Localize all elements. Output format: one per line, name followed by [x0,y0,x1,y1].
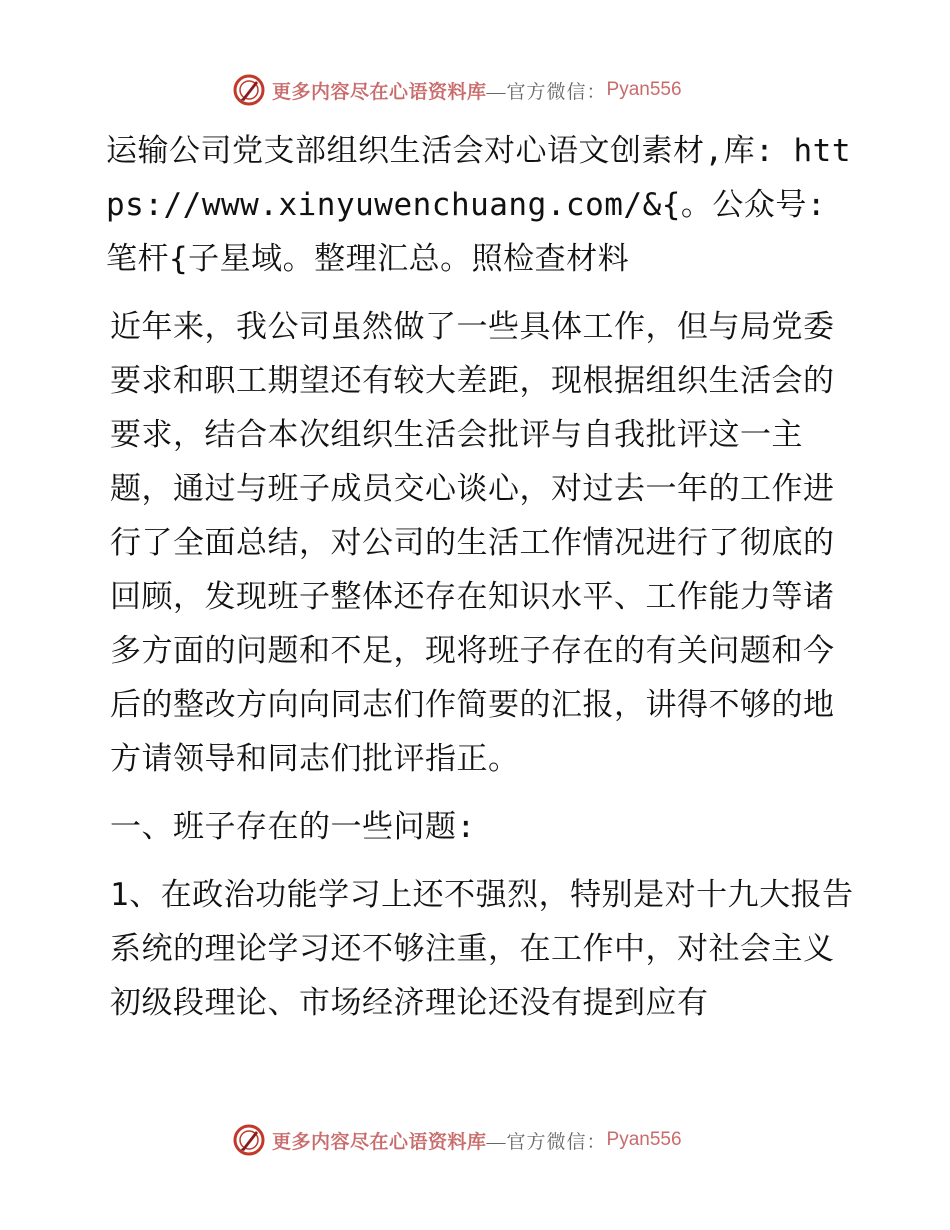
watermark-sub-text: —官方微信： [486,81,607,103]
quill-logo-icon [232,1123,266,1157]
watermark-header [232,72,752,108]
section-heading: 一、班子存在的一些问题: [110,809,476,845]
document-body [100,124,860,1044]
watermark-wechat-id: Pyan556 [606,79,682,100]
quill-logo-icon [232,73,266,107]
watermark-footer [232,1122,752,1158]
watermark-main-text: 更多内容尽在心语资料库 [272,1131,487,1153]
watermark-sub-text: —官方微信： [486,1131,607,1153]
paragraph-item-1: 1、在政治功能学习上还不强烈，特别是对十九大报告系统的理论学习还不够注重，在工作中，对社会主义初级段理论、市场经济理论还没有提到应有 [110,877,854,1021]
document-title: 运输公司党支部组织生活会对心语文创素材,库: https://www.xinyuwenchuang.com/&{。公众号: 笔杆{子星域。整理汇总。照检查材料 [106,133,851,277]
watermark-main-text: 更多内容尽在心语资料库 [272,81,487,103]
watermark-wechat-id: Pyan556 [606,1129,682,1150]
paragraph-intro: 近年来，我公司虽然做了一些具体工作，但与局党委要求和职工期望还有较大差距，现根据组织生活会的要求，结合本次组织生活会批评与自我批评这一主题，通过与班子成员交心谈心，对过去一年的工作进行了全面总结，对公司的生活工作情况进行了彻底的回顾，发现班子整体还存在知识水平、工作能力等诸多方面的问题和不足，现将班子存在的有关问题和今后的整改方向向同志们作简要的汇报，讲得不够的地方请领导和同志们批评指正。 [110,309,835,777]
